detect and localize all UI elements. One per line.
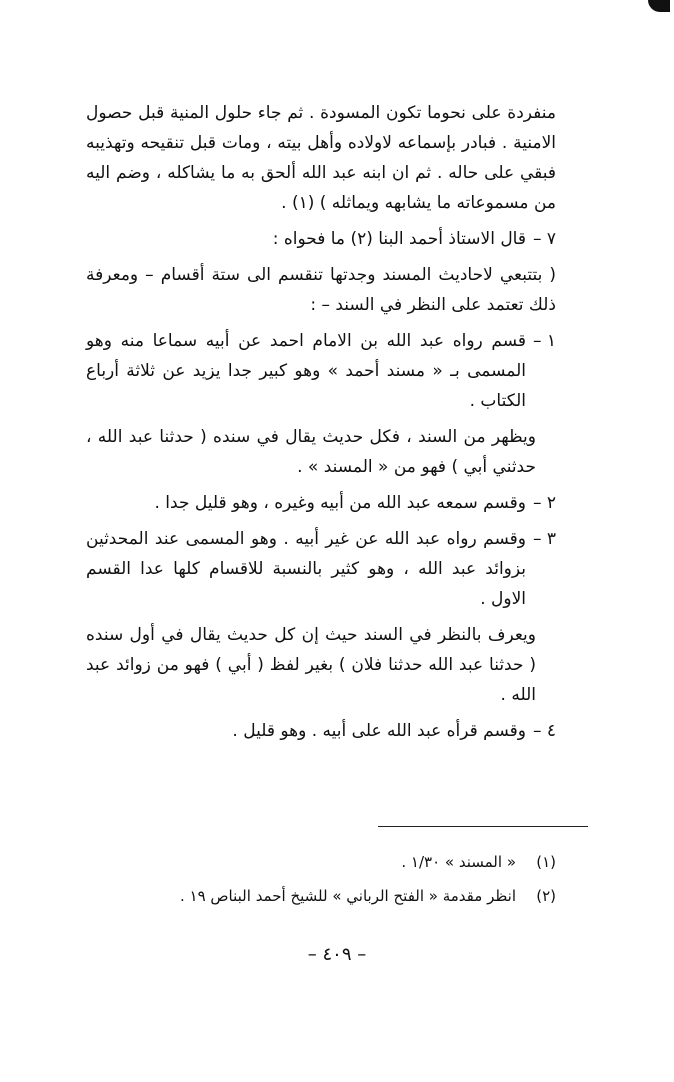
footnote-1-number: (١) <box>536 853 556 871</box>
list-item-3-number: ٣ – <box>532 529 556 549</box>
footnote-2 <box>86 882 556 910</box>
list-item-2 <box>86 488 556 518</box>
section-7-number: ٧ – <box>532 229 556 249</box>
list-item-1 <box>86 326 556 416</box>
list-item-1-number: ١ – <box>532 331 556 351</box>
list-item-3-note: ويعرف بالنظر في السند حيث إن كل حديث يقال في أول سنده ( حدثنا عبد الله حدثنا فلان ) بغير لفظ ( أبي ) فهو من زوائد عبد الله . <box>86 625 536 705</box>
footnote-1 <box>86 848 556 876</box>
corner-ink-mark <box>648 0 670 12</box>
list-item-2-text: وقسم سمعه عبد الله من أبيه وغيره ، وهو قليل جدا . <box>154 493 526 513</box>
paragraph-1: منفردة على نحوما تكون المسودة . ثم جاء حلول المنية قبل حصول الامنية . فبادر بإسماعه لاولاده وأهل بيته ، ومات قبل تنقيحه وتهذيبه فبقي على حاله . ثم ان ابنه عبد الله ألحق به ما يشاكله ، وضم اليه من مسموعاته ما يشابهه ويماثله ) (١) . <box>86 103 556 213</box>
list-item-1-note: ويظهر من السند ، فكل حديث يقال في سنده ( حدثنا عبد الله ، حدثني أبي ) فهو من « المسند » . <box>86 427 536 477</box>
list-item-2-number: ٢ – <box>532 493 556 513</box>
list-item-4-text: وقسم قرأه عبد الله على أبيه . وهو قليل . <box>232 721 526 741</box>
list-item-4-number: ٤ – <box>532 721 556 741</box>
footnote-divider <box>378 826 588 827</box>
page-number: – ٤٠٩ – <box>307 944 367 965</box>
list-item-3-text: وقسم رواه عبد الله عن غير أبيه . وهو المسمى عند المحدثين بزوائد عبد الله ، وهو كثير بالنسبة للاقسام كلها عدا القسم الاول . <box>86 529 526 609</box>
list-item-3 <box>86 524 556 614</box>
body-text <box>86 98 556 752</box>
section-7-text: قال الاستاذ أحمد البنا (٢) ما فحواه : <box>272 229 526 249</box>
list-item-1-text: قسم رواه عبد الله بن الامام احمد عن أبيه سماعا منه وهو المسمى بـ « مسند أحمد » وهو كبير جدا يزيد عن ثلاثة أرباع الكتاب . <box>86 331 526 411</box>
footnotes <box>86 848 556 916</box>
section-7 <box>86 224 556 254</box>
paragraph-3: ( بتتبعي لاحاديث المسند وجدتها تنقسم الى ستة أقسام – ومعرفة ذلك تعتمد على النظر في السند – : <box>86 265 556 315</box>
footnote-2-number: (٢) <box>536 887 556 905</box>
list-item-4 <box>86 716 556 746</box>
footnote-1-text: « المسند » ١/٣٠ . <box>401 853 516 871</box>
footnote-2-text: انظر مقدمة « الفتح الرباني » للشيخ أحمد البناص ١٩ . <box>179 887 516 905</box>
